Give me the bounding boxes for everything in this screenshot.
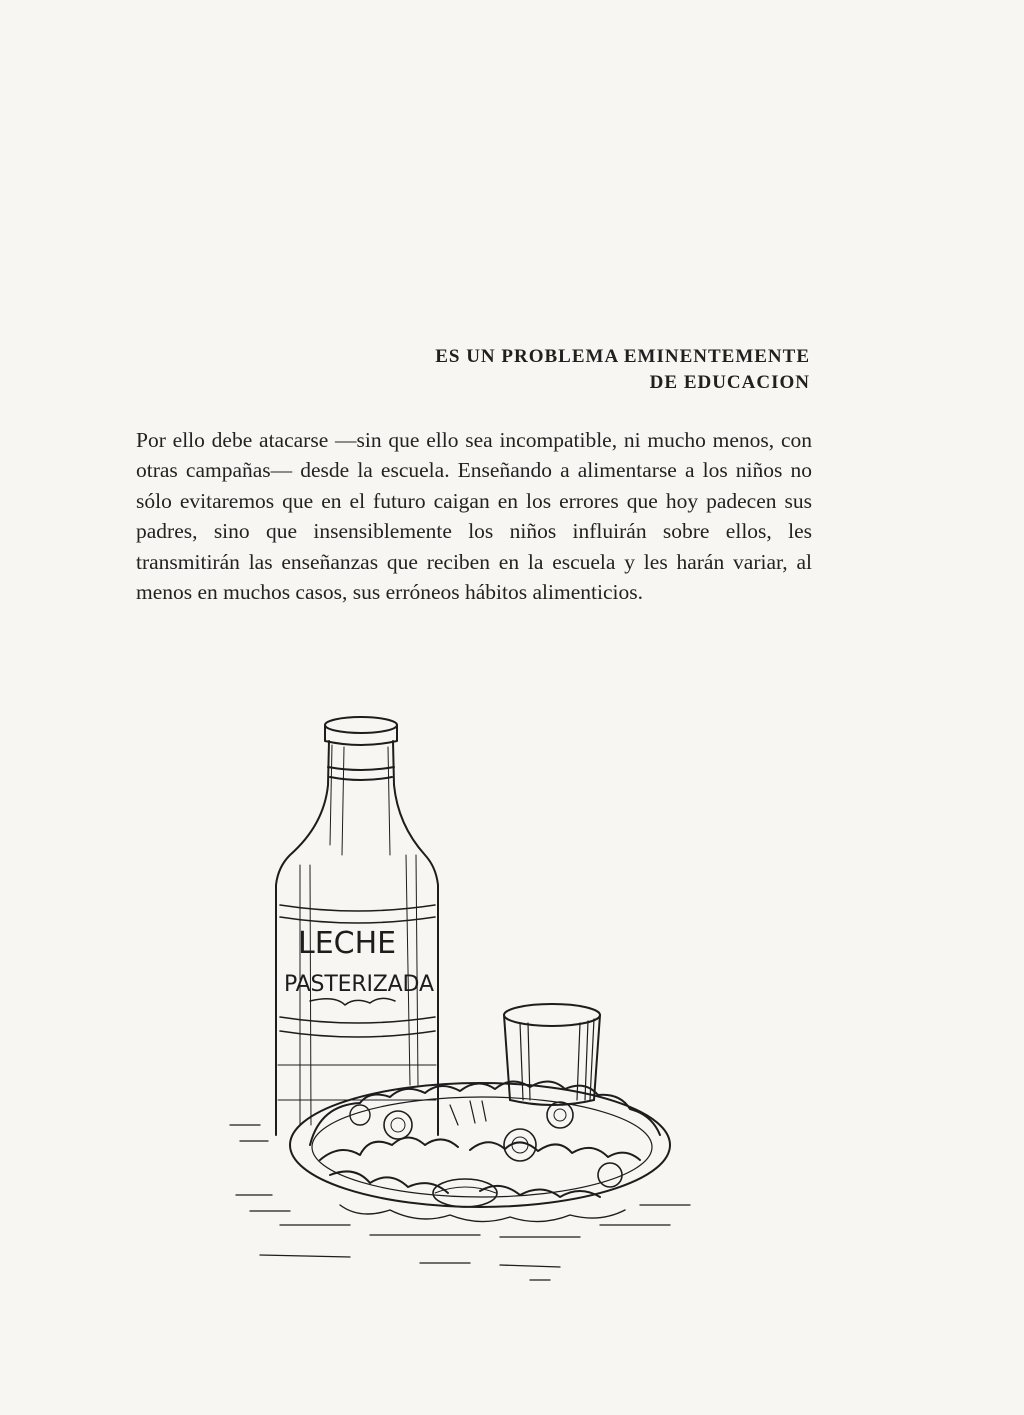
bottle-label-line-1: LECHE	[298, 926, 397, 961]
table-hatching	[230, 1125, 690, 1280]
bottle-label-text	[284, 926, 434, 997]
body-paragraph: Por ello debe atacarse —sin que ello sea incompatible, ni mucho menos, con otras campañas— desde la escuela. Enseñando a alimentarse a los niños no sólo evitaremos que en el futuro caigan en los errores que hoy padecen sus padres, sino que insensiblemente los niños influirán sobre ellos, les transmitirán las enseñanzas que reciben en la escuela y les harán variar, al menos en muchos casos, sus erróneos hábitos alimenticios.	[136, 428, 812, 605]
bottle-label-line-2: PASTERIZADA	[284, 972, 434, 997]
section-heading	[435, 344, 810, 396]
heading-line-1: ES UN PROBLEMA EMINENTEMENTE	[435, 346, 810, 367]
milk-bottle-salad-illustration	[220, 705, 700, 1295]
milk-bottle-drawing	[276, 717, 438, 1135]
salad-plate-drawing	[290, 1081, 670, 1221]
heading-line-2: DE EDUCACION	[649, 372, 810, 393]
glass-drawing	[504, 1004, 600, 1105]
